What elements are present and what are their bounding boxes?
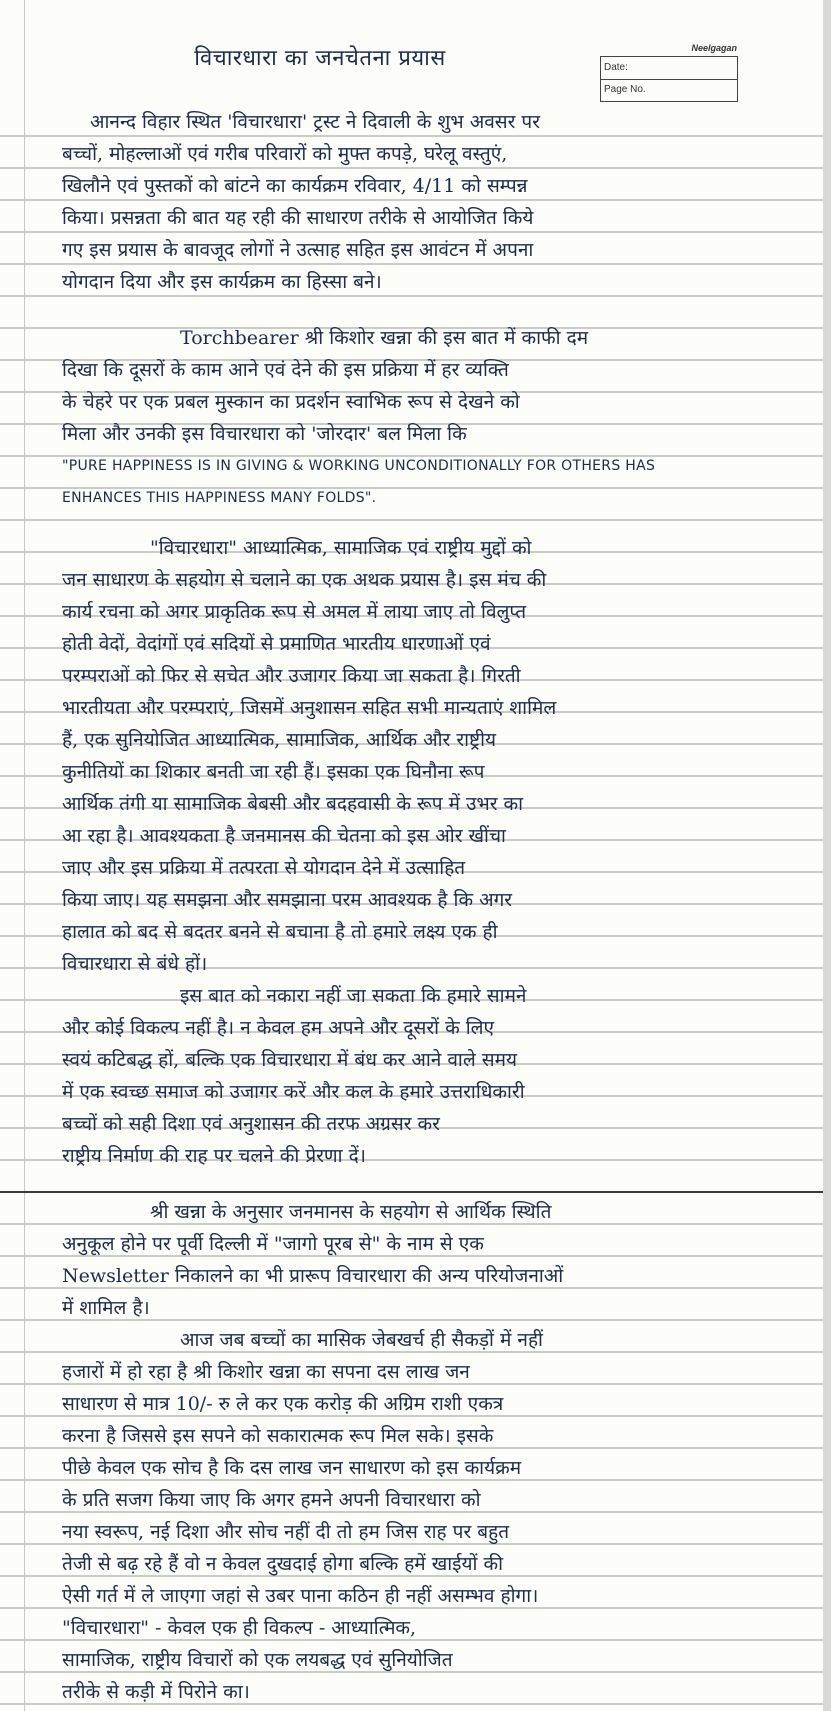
text-line: ऐसी गर्त में ले जाएगा जहां से उबर पाना कठिन ही नहीं असम्भव होगा।: [62, 1585, 539, 1607]
text-line: किया। प्रसन्नता की बात यह रही की साधारण तरीके से आयोजित किये: [62, 207, 534, 229]
text-line: बच्चों, मोहल्लाओं एवं गरीब परिवारों को मुफ्त कपड़े, घरेलू वस्तुएं,: [62, 143, 508, 165]
brand-label: Neelgagan: [691, 43, 737, 53]
text-line: के चेहरे पर एक प्रबल मुस्कान का प्रदर्शन स्वाभिक रूप से देखने को: [62, 391, 520, 413]
text-line: ENHANCES THIS HAPPINESS MANY FOLDS".: [62, 490, 377, 506]
text-line: योगदान दिया और इस कार्यक्रम का हिस्सा बने।: [62, 271, 382, 293]
text-line: नया स्वरूप, नई दिशा और सोच नहीं दी तो हम जिस राह पर बहुत: [62, 1521, 510, 1543]
text-line: में शामिल है।: [62, 1297, 150, 1319]
text-line: Torchbearer श्री किशोर खन्ना की इस बात में काफी दम: [180, 327, 589, 349]
text-line: सामाजिक, राष्ट्रीय विचारों को एक लयबद्ध एवं सुनियोजित: [62, 1649, 453, 1671]
text-line: और कोई विकल्प नहीं है। न केवल हम अपने और दूसरों के लिए: [62, 1017, 495, 1039]
text-line: बच्चों को सही दिशा एवं अनुशासन की तरफ अग्रसर कर: [62, 1113, 440, 1135]
text-line: आनन्द विहार स्थित 'विचारधारा' ट्रस्ट ने दिवाली के शुभ अवसर पर: [90, 111, 540, 133]
text-line: में एक स्वच्छ समाज को उजागर करें और कल के हमारे उत्तराधिकारी: [62, 1081, 525, 1103]
text-line: करना है जिससे इस सपने को सकारात्मक रूप मिल सके। इसके: [62, 1425, 494, 1447]
text-line: आज जब बच्चों का मासिक जेबखर्च ही सैकड़ों में नहीं: [180, 1329, 543, 1351]
text-line: आर्थिक तंगी या सामाजिक बेबसी और बदहवासी के रूप में उभर का: [62, 793, 524, 815]
text-line: परम्पराओं को फिर से सचेत और उजागर किया जा सकता है। गिरती: [62, 665, 521, 687]
text-line: जन साधारण के सहयोग से चलाने का एक अथक प्रयास है। इस मंच की: [62, 569, 547, 591]
text-line: होती वेदों, वेदांगों एवं सदियों से प्रमाणित भारतीय धारणाओं एवं: [62, 633, 491, 655]
text-line: इस बात को नकारा नहीं जा सकता कि हमारे सामने: [180, 985, 527, 1007]
text-line: स्वयं कटिबद्ध हों, बल्कि एक विचारधारा में बंध कर आने वाले समय: [62, 1049, 517, 1071]
text-line: हालात को बद से बदतर बनने से बचाना है तो हमारे लक्ष्य एक ही: [62, 921, 498, 943]
date-label: Date:: [604, 62, 628, 73]
text-line: किया जाए। यह समझना और समझाना परम आवश्यक है कि अगर: [62, 889, 513, 911]
text-line: विचारधारा से बंधे हों।: [62, 953, 208, 975]
date-box: [600, 43, 738, 102]
text-line: भारतीयता और परम्पराएं, जिसमें अनुशासन सहित सभी मान्यताएं शामिल: [62, 697, 557, 719]
text-line: हजारों में हो रहा है श्री किशोर खन्ना का सपना दस लाख जन: [62, 1361, 470, 1383]
text-line: "विचारधारा" - केवल एक ही विकल्प - आध्यात्मिक,: [62, 1617, 417, 1639]
text-line: राष्ट्रीय निर्माण की राह पर चलने की प्रेरणा दें।: [62, 1145, 366, 1167]
text-line: दिखा कि दूसरों के काम आने एवं देने की इस प्रक्रिया में हर व्यक्ति: [62, 359, 509, 381]
page-number-label: Page No.: [604, 84, 646, 95]
text-line: "PURE HAPPINESS IS IN GIVING & WORKING UNCONDITIONALLY FOR OTHERS HAS: [62, 458, 656, 474]
page-title: विचारधारा का जनचेतना प्रयास: [194, 46, 446, 71]
text-line: जाए और इस प्रक्रिया में तत्परता से योगदान देने में उत्साहित: [62, 857, 466, 879]
text-line: आ रहा है। आवश्यकता है जनमानस की चेतना को इस ओर खींचा: [62, 825, 506, 847]
text-line: अनुकूल होने पर पूर्वी दिल्ली में "जागो पूरब से" के नाम से एक: [62, 1233, 484, 1255]
text-line: कार्य रचना को अगर प्राकृतिक रूप से अमल में लाया जाए तो विलुप्त: [62, 601, 527, 623]
text-line: तरीके से कड़ी में पिरोने का।: [62, 1681, 250, 1703]
text-line: पीछे केवल एक सोच है कि दस लाख जन साधारण को इस कार्यक्रम: [62, 1457, 522, 1479]
text-line: गए इस प्रयास के बावजूद लोगों ने उत्साह सहित इस आवंटन में अपना: [62, 239, 534, 261]
text-line: साधारण से मात्र 10/- रु ले कर एक करोड़ की अग्रिम राशी एकत्र: [62, 1393, 504, 1415]
text-line: Newsletter निकालने का भी प्रारूप विचारधारा की अन्य परियोजनाओं: [62, 1265, 564, 1287]
text-line: कुनीतियों का शिकार बनती जा रही हैं। इसका एक घिनौना रूप: [62, 761, 485, 783]
date-box-divider: [601, 79, 737, 80]
text-line: हैं, एक सुनियोजित आध्यात्मिक, सामाजिक, आर्थिक और राष्ट्रीय: [62, 729, 497, 751]
text-line: के प्रति सजग किया जाए कि अगर हमने अपनी विचारधारा को: [62, 1489, 481, 1511]
margin-line: [24, 0, 25, 1711]
section-divider: [0, 1191, 823, 1193]
text-line: मिला और उनकी इस विचारधारा को 'जोरदार' बल मिला कि: [62, 423, 467, 445]
text-line: श्री खन्ना के अनुसार जनमानस के सहयोग से आर्थिक स्थिति: [150, 1201, 552, 1223]
text-line: खिलौने एवं पुस्तकों को बांटने का कार्यक्रम रविवार, 4/11 को सम्पन्न: [62, 175, 528, 197]
text-line: तेजी से बढ़ रहे हैं वो न केवल दुखदाई होगा बल्कि हमें खाईयों की: [62, 1553, 503, 1575]
text-line: "विचारधारा" आध्यात्मिक, सामाजिक एवं राष्ट्रीय मुद्दों को: [150, 537, 532, 559]
